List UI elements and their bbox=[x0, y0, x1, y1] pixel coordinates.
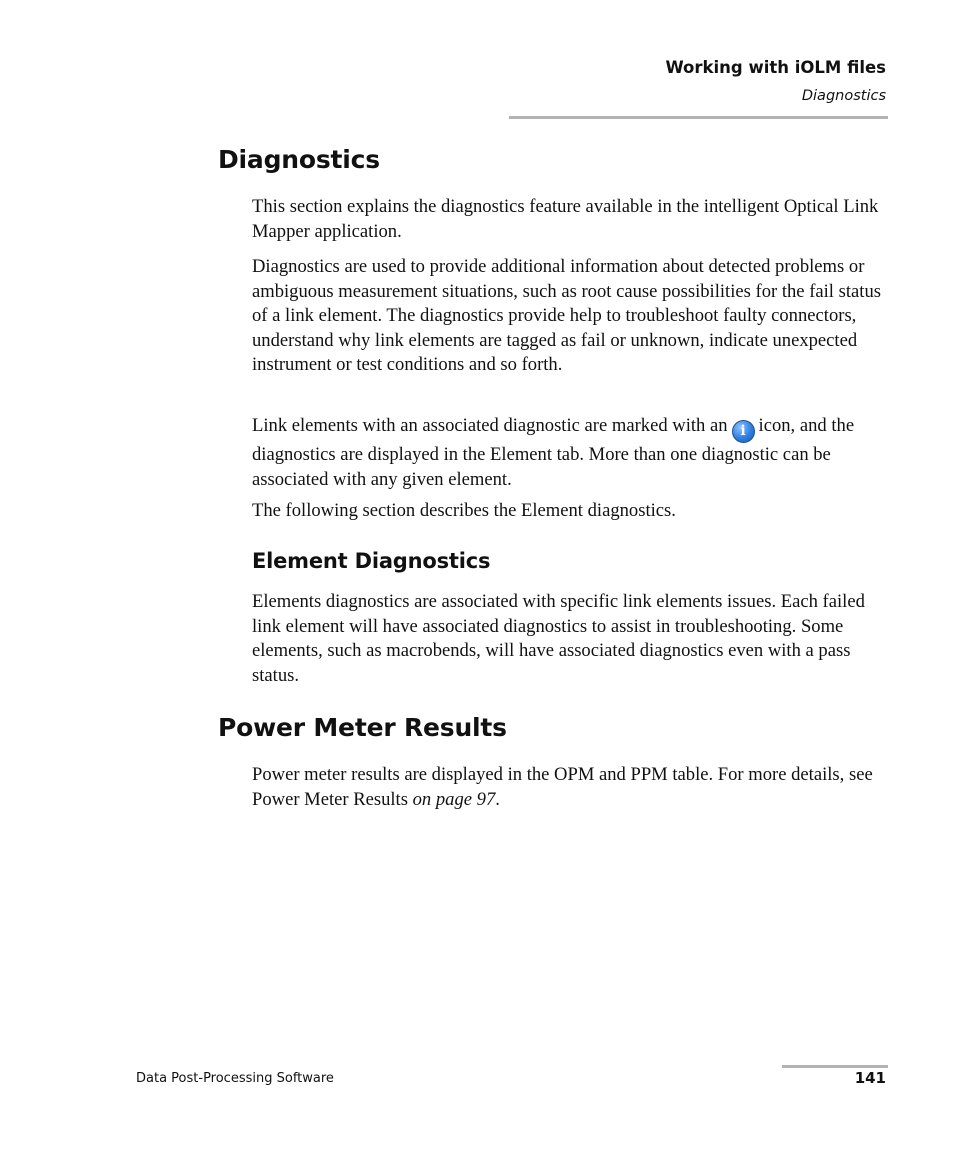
product-name: Data Post-Processing Software bbox=[136, 1071, 334, 1086]
element-diagnostics-paragraph: Elements diagnostics are associated with specific link elements issues. Each failed link element will have associated diagnostics to assist in troubleshooting. Some elements, such as macrobends, will have associated diagnostics even with a pass status. bbox=[252, 591, 865, 686]
chapter-title: Working with iOLM files bbox=[665, 58, 886, 77]
marker-text-before: Link elements with an associated diagnostic are marked with an bbox=[252, 415, 728, 436]
element-diagnostics-heading: Element Diagnostics bbox=[252, 549, 491, 573]
power-meter-paragraph bbox=[252, 763, 892, 812]
diagnostics-marker-paragraph bbox=[252, 414, 892, 492]
section-name: Diagnostics bbox=[801, 88, 886, 104]
footer-divider bbox=[782, 1065, 888, 1068]
page-number: 141 bbox=[854, 1069, 886, 1087]
header-divider bbox=[509, 116, 888, 119]
diagnostics-purpose-paragraph: Diagnostics are used to provide additional information about detected problems or ambiguous measurement situations, such as root cause possibilities for the fail status of a link element. The diagnostics provide help to troubleshoot faulty connectors, understand why link elements are tagged as fail or unknown, indicate unexpected instrument or test conditions and so forth. bbox=[252, 256, 881, 376]
info-icon: i bbox=[732, 420, 755, 443]
power-meter-text: Power meter results are displayed in the OPM and PPM table. For more details, see Power Meter Results bbox=[252, 764, 873, 810]
page-reference-link[interactable]: on page 97 bbox=[412, 788, 496, 810]
diagnostics-intro-paragraph: This section explains the diagnostics feature available in the intelligent Optical Link Mapper application. bbox=[252, 196, 879, 242]
diagnostics-heading: Diagnostics bbox=[218, 145, 380, 174]
diagnostics-following-paragraph: The following section describes the Element diagnostics. bbox=[252, 500, 676, 521]
power-meter-period: . bbox=[495, 788, 500, 810]
marker-text-after: icon, and the diagnostics are displayed in the Element tab. More than one diagnostic can be associated with any given element. bbox=[252, 415, 855, 490]
power-meter-heading: Power Meter Results bbox=[218, 713, 507, 742]
